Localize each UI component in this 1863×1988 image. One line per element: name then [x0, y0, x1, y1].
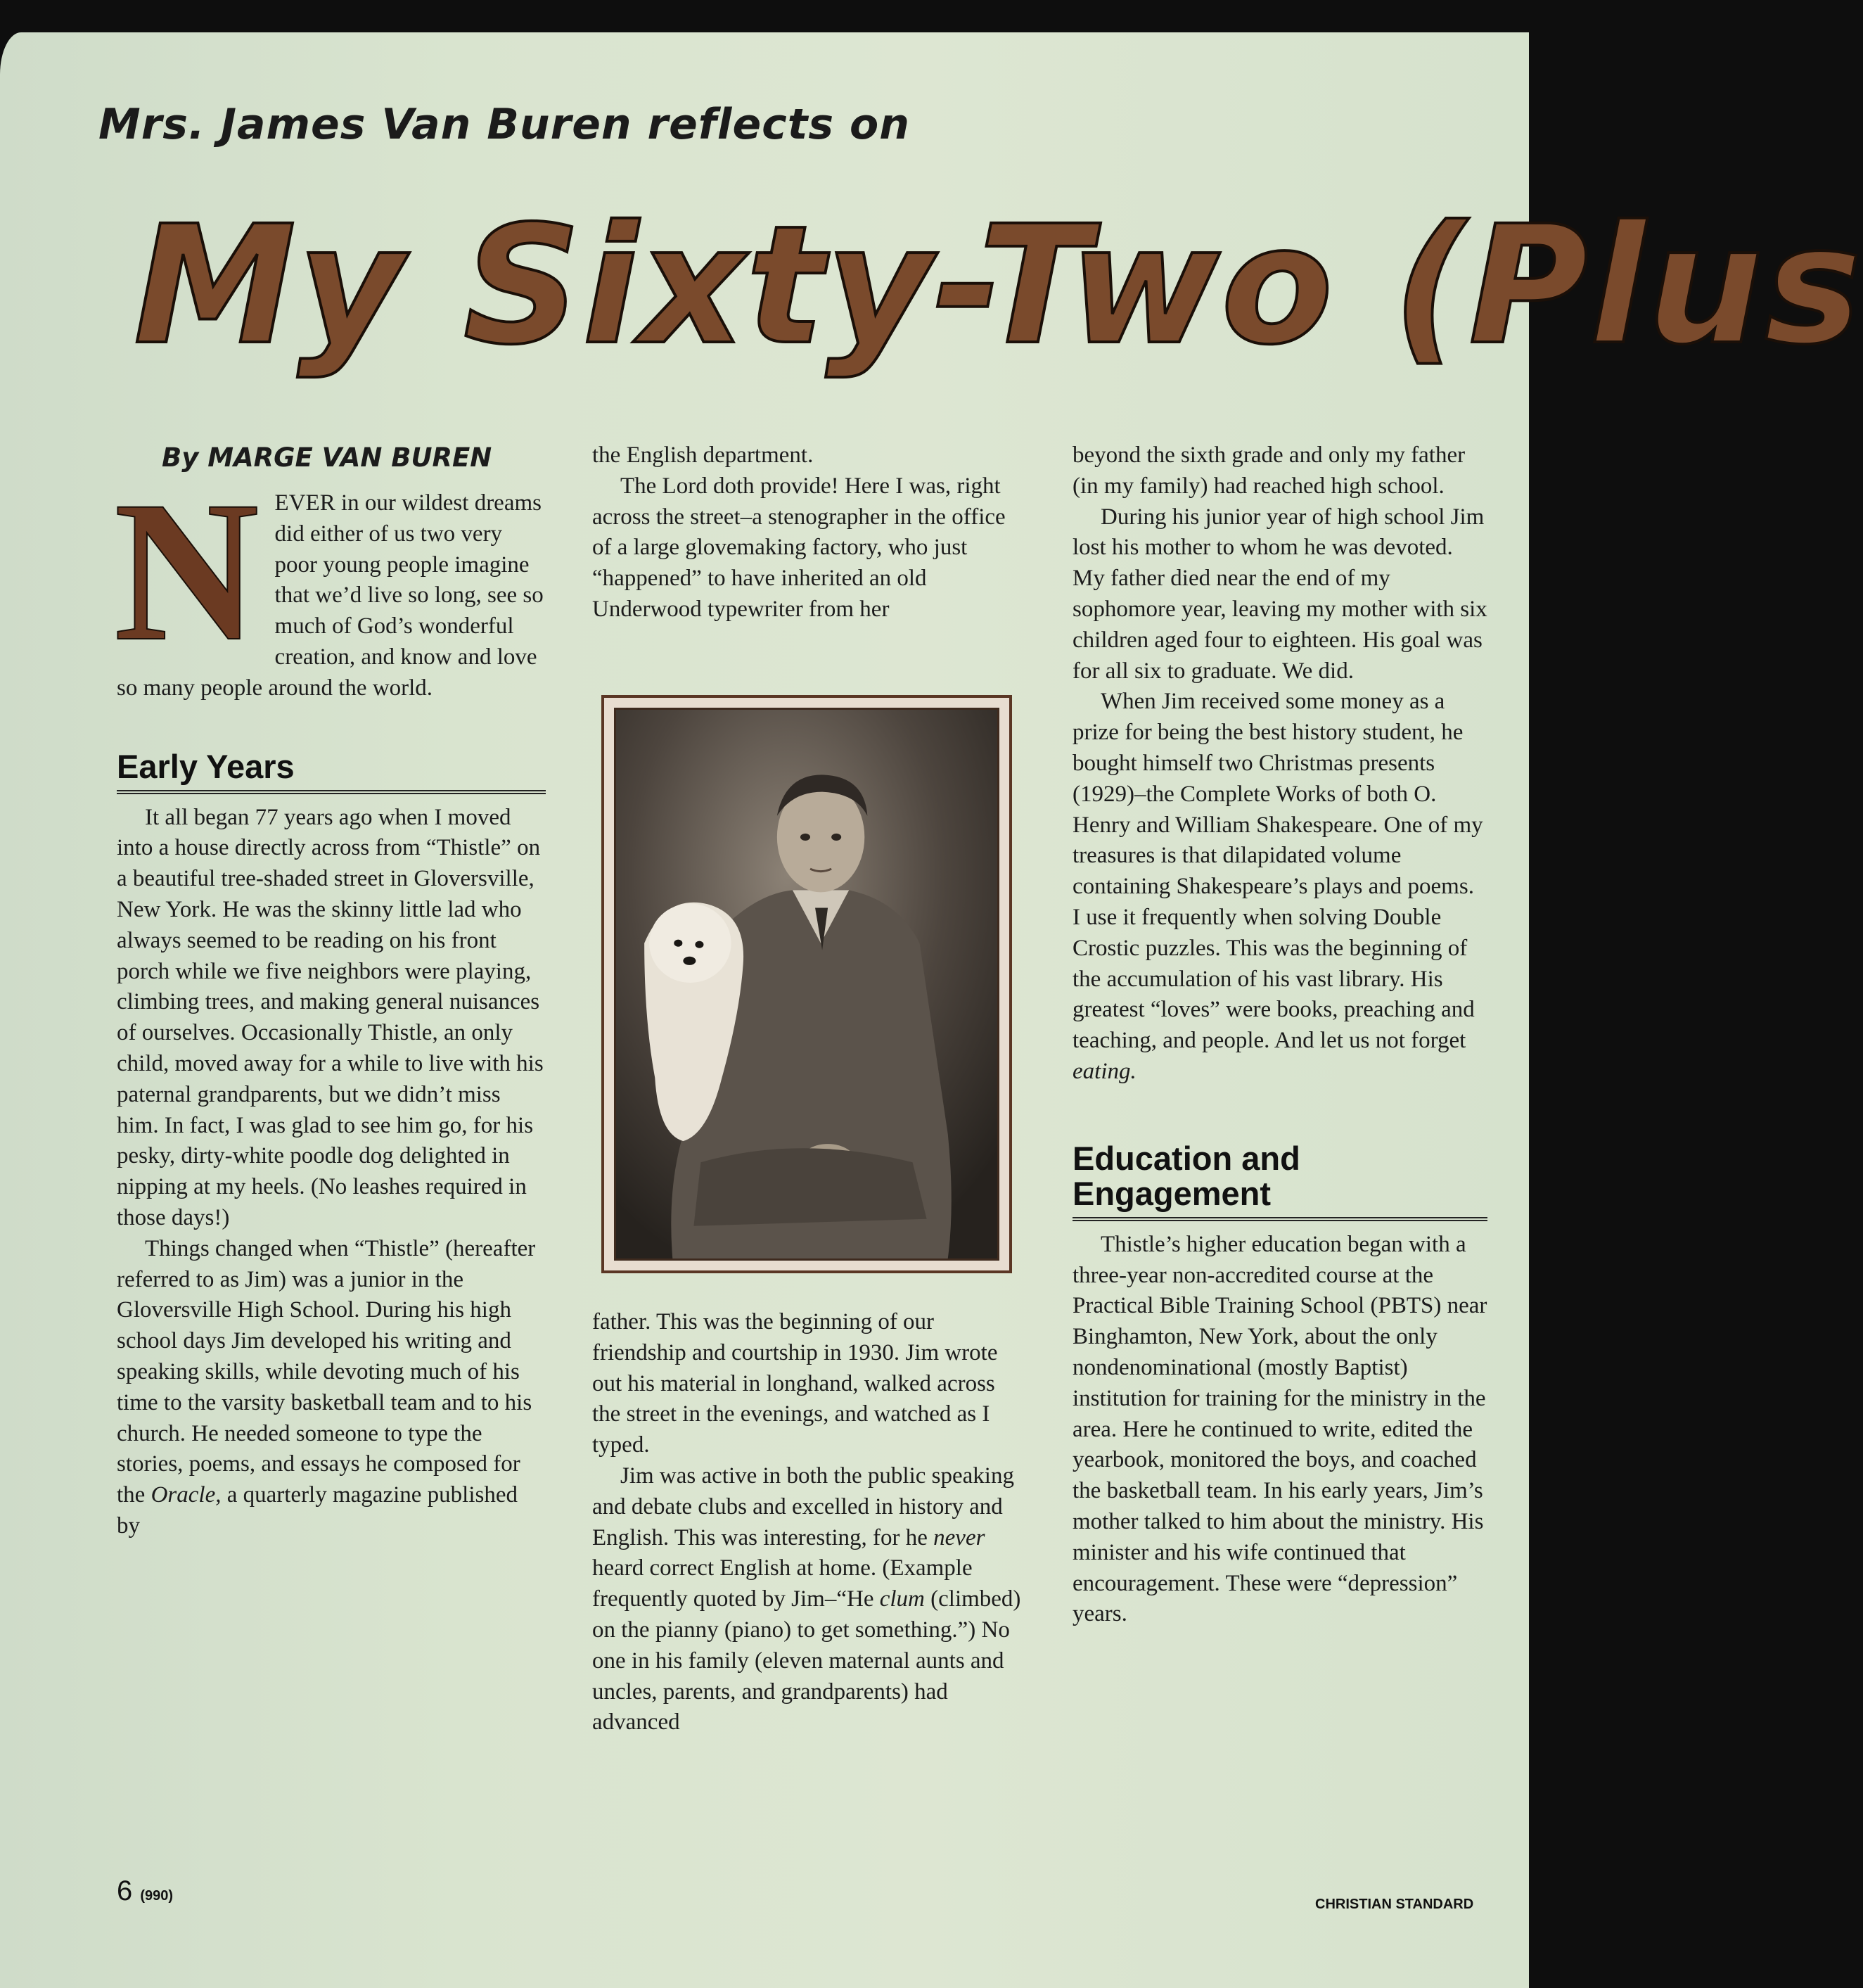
- italic-eating: eating.: [1073, 1058, 1137, 1084]
- paragraph-things-changed: [117, 1234, 546, 1542]
- text-segment: heard correct English at home. (Example frequently quoted by Jim–“He: [592, 1555, 973, 1612]
- column-1: [114, 440, 546, 1542]
- text-segment: Things changed when “Thistle” (hereafter referred to as Jim) was a junior in the Gloversville High School. During his high school days Jim developed his writing and speaking skills, while devoting much of his time to the varsity basketball team and to his church. He needed someone to type the stories, poems, and essays he composed for the: [117, 1235, 536, 1508]
- italic-clum: clum: [879, 1586, 925, 1612]
- section-heading-early-years: Early Years: [117, 749, 546, 794]
- photo-boy-with-dog: [614, 708, 999, 1261]
- kicker: Mrs. James Van Buren reflects on: [98, 100, 910, 149]
- italic-oracle: Oracle,: [151, 1482, 222, 1508]
- photo-illustration: [616, 710, 997, 1259]
- paragraph-higher-education: Thistle’s higher education began with a three-year non-accredited course at the Practical Bible Training School (PBTS) near Binghamton, New York, about the only nondenominational (mostly Baptist) institution for training for the ministry in the area. Here he continued to write, edited the yearbook, monitored the boys, and coached the basketball team. In his early years, Jim’s mother talked to him about the ministry. His minister and his wife continued that encouragement. These were “depression” years.: [1073, 1231, 1487, 1627]
- headline: My Sixty-Two (Plus: [134, 191, 1863, 381]
- paragraph-prize-money: [1073, 687, 1487, 1087]
- column-3: [1073, 440, 1487, 1630]
- paragraph-junior-year: During his junior year of high school Jim lost his mother to whom he was devoted. My father died near the end of my sophomore year, leaving my mother with six children aged four to eighteen. His goal was for all six to graduate. We did.: [1073, 504, 1487, 684]
- paragraph-father-continued: father. This was the beginning of our friendship and courtship in 1930. Jim wrote out his material in longhand, walked across the street in the evenings, and watched as I typed.: [592, 1309, 998, 1458]
- page-folio: [117, 1875, 173, 1907]
- text-segment: (climbed) on the pianny (piano) to get something.”) No one in his family (eleven maternal aunts and uncles, parents, and grandparents) had advanced: [592, 1586, 1021, 1735]
- magazine-page: [0, 32, 1863, 1988]
- intro-text: EVER in our wildest dreams did either of us two very poor young people imagine that we’d live so long, see so much of God’s wonderful creation, and know and love so many people around the world.: [117, 490, 544, 701]
- text-segment: a quarterly magazine published by: [117, 1482, 518, 1538]
- paragraph-beyond-continued: beyond the sixth grade and only my father (in my family) had reached high school.: [1073, 442, 1466, 499]
- drop-cap: N: [114, 459, 260, 682]
- paragraph-continued: the English department.: [592, 442, 814, 468]
- paragraph-jim-active: [592, 1461, 1021, 1738]
- vintage-photo: [601, 695, 1012, 1273]
- column-2-top: [592, 440, 1021, 625]
- page-number: 6: [117, 1875, 133, 1906]
- paragraph-lord-provide: The Lord doth provide! Here I was, right across the street–a stenographer in the office of a large glovemaking factory, who just “happened” to have inherited an old Underwood typewriter from her: [592, 473, 1006, 622]
- text-segment: Jim was active in both the public speaking and debate clubs and excelled in history and English. This was interesting, for he: [592, 1463, 1014, 1550]
- intro-paragraph: [114, 459, 546, 704]
- italic-never: never: [933, 1524, 985, 1550]
- magazine-name: CHRISTIAN STANDARD: [1315, 1897, 1474, 1912]
- issue-page-number: (990): [140, 1888, 174, 1904]
- paragraph-early-years: It all began 77 years ago when I moved into a house directly across from “Thistle” on a beautiful tree-shaded street in Gloversville, New York. He was the skinny little lad who always seemed to be reading on his front porch while we five neighbors were playing, climbing trees, and making general nuisances of ourselves. Occasionally Thistle, an only child, moved away for a while to live with his paternal grandparents, but we didn’t miss him. In fact, I was glad to see him go, for his pesky, dirty-white poodle dog delighted in nipping at my heels. (No leashes required in those days!): [117, 804, 544, 1230]
- byline: By MARGE VAN BUREN: [162, 442, 492, 473]
- column-2-bottom: [592, 1307, 1021, 1738]
- section-heading-education: Education and Engagement: [1073, 1141, 1487, 1221]
- text-segment: When Jim received some money as a prize for being the best history student, he bought himself two Christmas presents (1929)–the Complete Works of both O. Henry and William Shakespeare. One of my treasures is that dilapidated volume containing Shakespeare’s plays and poems. I use it frequently when solving Double Crostic puzzles. This was the beginning of the accumulation of his vast library. His greatest “loves” were books, preaching and teaching, and people. And let us not forget: [1073, 689, 1483, 1054]
